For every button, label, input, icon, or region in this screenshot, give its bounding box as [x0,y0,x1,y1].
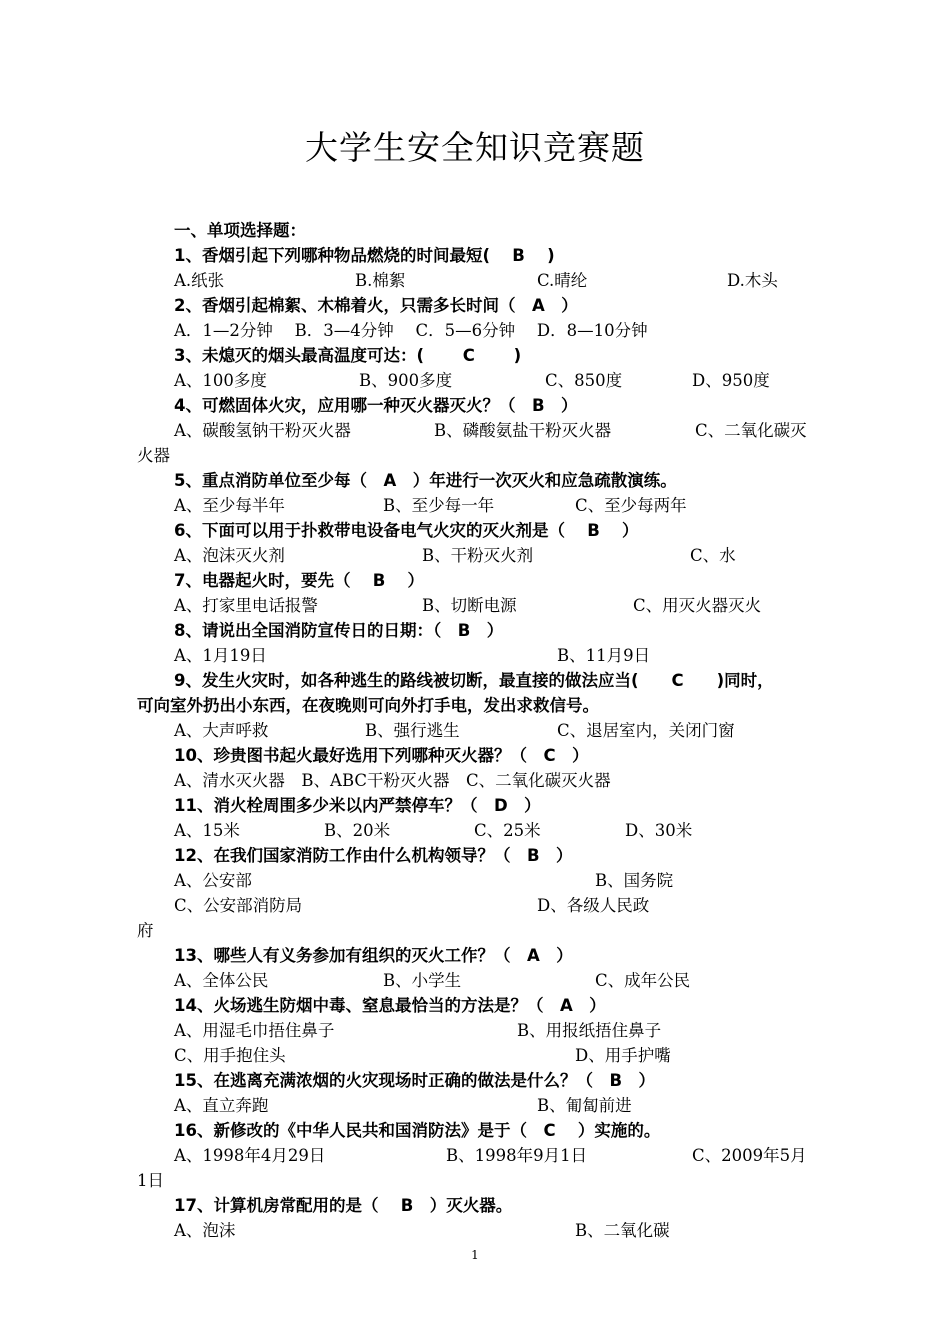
question-4: 4、可燃固体火灾，应用哪一种灭火器灭火？（ B ） [174,396,578,415]
options-2 [137,318,827,343]
option-c: C、用手抱住头 [174,1046,286,1065]
option-b: B、强行逃生 [365,721,460,740]
option-c: C、成年公民 [595,971,691,990]
options-13 [137,968,827,993]
option-b: B、小学生 [383,971,462,990]
option-c: C、25米 [474,821,541,840]
question-16: 16、新修改的《中华人民共和国消防法》是于（ C ）实施的。 [174,1121,661,1140]
options-12-row2 [137,893,827,918]
options-3 [137,368,827,393]
option-c: C、2009年5月 [692,1146,807,1165]
option-b: B.棉絮 [355,271,406,290]
question-5: 5、重点消防单位至少每（ A ）年进行一次灭火和应急疏散演练。 [174,471,677,490]
option-d: D、30米 [625,821,693,840]
options-14-row1 [137,1018,827,1043]
options-text: A、清水灭火器 B、ABC干粉灭火器 C、二氧化碳灭火器 [174,771,611,790]
option-a: A、用湿毛巾捂住鼻子 [174,1021,335,1040]
question-11: 11、消火栓周围多少米以内严禁停车？（ D ） [174,796,541,815]
options-text: A．1—2分钟 B．3—4分钟 C．5—6分钟 D．8—10分钟 [174,321,648,340]
option-b: B、匍匐前进 [537,1096,632,1115]
document-title: 大学生安全知识竞赛题 [305,128,645,167]
question-14: 14、火场逃生防烟中毒、窒息最恰当的方法是？（ A ） [174,996,606,1015]
options-12-row1 [137,868,827,893]
option-d: D、950度 [692,371,770,390]
option-b: B、11月9日 [557,646,651,665]
question-6: 6、下面可以用于扑救带电设备电气火灾的灭火剂是（ B ） [174,521,639,540]
option-a: A、1月19日 [174,646,267,665]
options-11 [137,818,827,843]
option-a: A.纸张 [174,271,225,290]
options-10 [137,768,827,793]
option-c: C、至少每两年 [575,496,687,515]
option-a: A、15米 [174,821,240,840]
option-a: A、碳酸氢钠干粉灭火器 [174,421,351,440]
question-9: 9、发生火灾时，如各种逃生的路线被切断，最直接的做法应当( C )同时， [174,671,774,690]
option-b: B、国务院 [595,871,674,890]
option-a: A、泡沫 [174,1221,236,1240]
question-list [137,218,827,1243]
option-a: A、至少每半年 [174,496,285,515]
option-c: C、退居室内，关闭门窗 [557,721,735,740]
options-8 [137,643,827,668]
option-b: B、用报纸捂住鼻子 [517,1021,662,1040]
section-heading: 一、单项选择题： [174,221,306,240]
option-b: B、切断电源 [422,596,517,615]
option-continuation: 府 [137,921,154,940]
options-4 [137,418,827,443]
option-continuation: 1日 [137,1171,164,1190]
question-12: 12、在我们国家消防工作由什么机构领导？（ B ） [174,846,573,865]
option-c: C、用灭火器灭火 [633,596,762,615]
options-9 [137,718,827,743]
options-16 [137,1143,827,1168]
question-8: 8、请说出全国消防宣传日的日期：（ B ） [174,621,504,640]
options-5 [137,493,827,518]
question-7: 7、电器起火时，要先（ B ） [174,571,425,590]
question-2: 2、香烟引起棉絮、木棉着火，只需多长时间（ A ） [174,296,578,315]
options-6 [137,543,827,568]
option-a: A、泡沫灭火剂 [174,546,285,565]
question-3: 3、未熄灭的烟头最高温度可达：( C ) [174,346,522,365]
option-a: A、大声呼救 [174,721,269,740]
question-17: 17、计算机房常配用的是（ B ）灭火器。 [174,1196,513,1215]
option-b: B、1998年9月1日 [446,1146,588,1165]
question-13: 13、哪些人有义务参加有组织的灭火工作？（ A ） [174,946,573,965]
option-b: B、900多度 [359,371,453,390]
question-9-continuation: 可向室外扔出小东西，在夜晚则可向外打手电，发出求救信号。 [137,696,599,715]
option-c: C、二氧化碳灭 [695,421,807,440]
option-a: A、全体公民 [174,971,269,990]
option-a: A、公安部 [174,871,252,890]
option-a: A、直立奔跑 [174,1096,269,1115]
option-continuation: 火器 [137,446,170,465]
options-1 [137,268,827,293]
option-a: A、打家里电话报警 [174,596,318,615]
option-b: B、干粉灭火剂 [422,546,534,565]
option-b: B、二氧化碳 [575,1221,670,1240]
option-b: B、20米 [324,821,391,840]
options-14-row2 [137,1043,827,1068]
option-b: B、磷酸氨盐干粉灭火器 [434,421,612,440]
option-c: C、水 [690,546,736,565]
page-number: 1 [471,1248,479,1262]
options-15 [137,1093,827,1118]
options-7 [137,593,827,618]
question-1: 1、香烟引起下列哪种物品燃烧的时间最短( B ) [174,246,555,265]
option-a: A、100多度 [174,371,267,390]
option-c: C.晴纶 [537,271,588,290]
option-c: C、公安部消防局 [174,896,303,915]
option-d: D、用手护嘴 [575,1046,671,1065]
question-10: 10、珍贵图书起火最好选用下列哪种灭火器？（ C ） [174,746,589,765]
question-15: 15、在逃离充满浓烟的火灾现场时正确的做法是什么？（ B ） [174,1071,656,1090]
option-d: D、各级人民政 [537,896,650,915]
option-a: A、1998年4月29日 [174,1146,326,1165]
option-c: C、850度 [545,371,623,390]
option-b: B、至少每一年 [383,496,495,515]
options-17 [137,1218,827,1243]
option-d: D.木头 [727,271,778,290]
